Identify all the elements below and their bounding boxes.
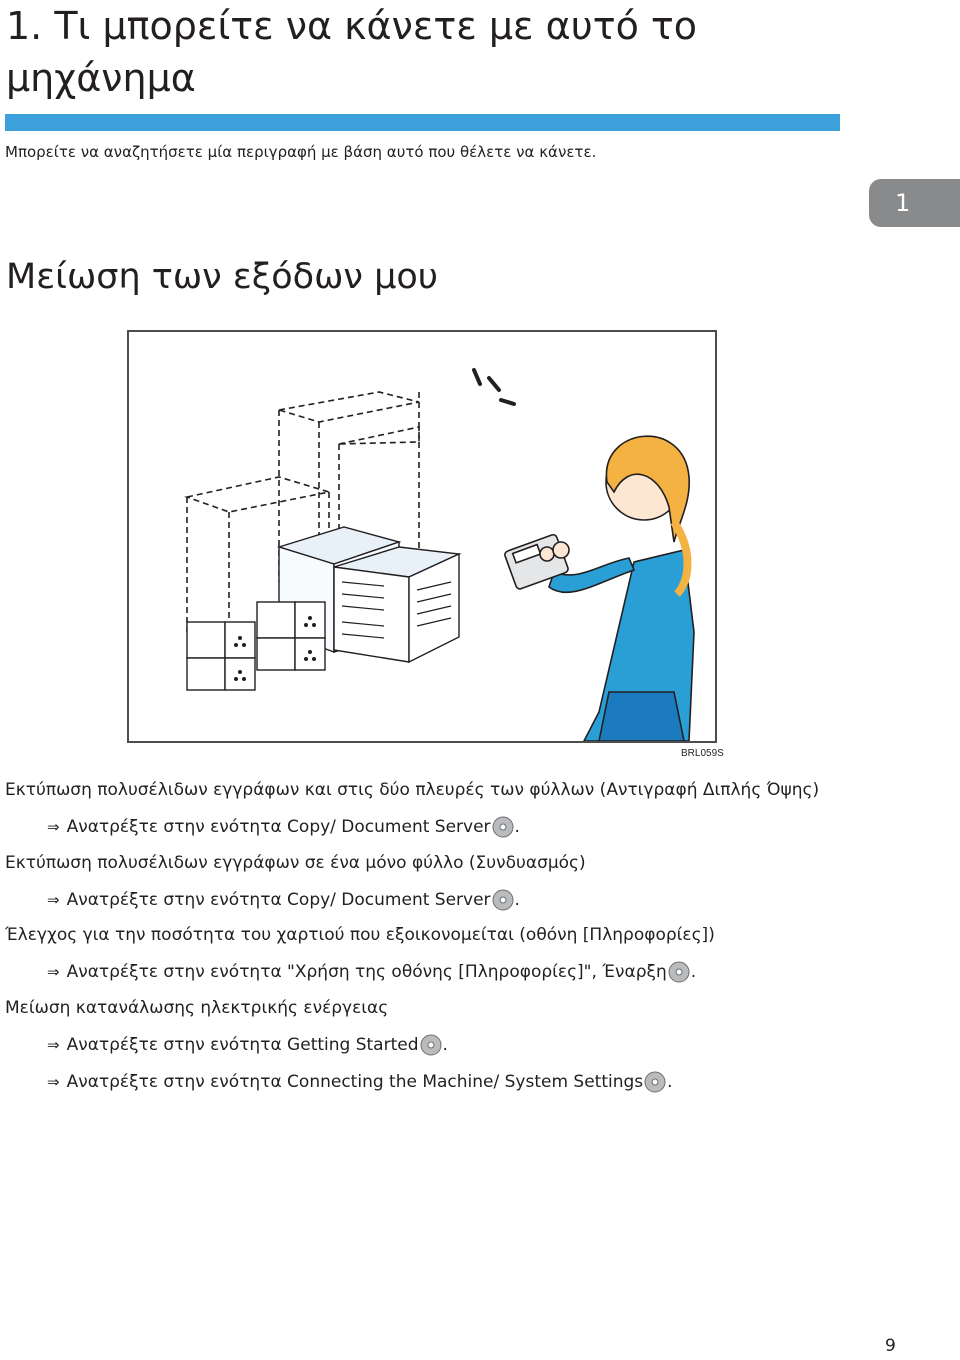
reference-link-copy-document-server[interactable] (47, 816, 520, 838)
page-title: 1. Τι μπορείτε να κάνετε με αυτό το μηχάνημα (6, 4, 698, 100)
page-number: 9 (885, 1336, 896, 1356)
chapter-tab: 1 (869, 179, 960, 227)
reference-link-copy-document-server-2[interactable] (47, 889, 520, 911)
title-accent-bar (5, 114, 840, 131)
section-heading: Μείωση των εξόδων μου (6, 257, 438, 297)
reference-suffix: . (514, 817, 520, 837)
intro-text: Μπορείτε να αναζητήσετε μία περιγραφή με βάση αυτό που θέλετε να κάνετε. (5, 143, 597, 161)
cd-disc-icon (668, 961, 690, 983)
reference-text: Ανατρέξτε στην ενότητα Copy/ Document Server (66, 890, 491, 910)
arrow-icon: ⇒ (47, 963, 60, 981)
reference-suffix: . (667, 1072, 673, 1092)
reference-suffix: . (514, 890, 520, 910)
reference-link-system-settings[interactable] (47, 1071, 673, 1093)
cd-disc-icon (644, 1071, 666, 1093)
reference-text: Ανατρέξτε στην ενότητα Connecting the Machine/ System Settings (66, 1072, 644, 1092)
list-item-power-saving: Μείωση κατανάλωσης ηλεκτρικής ενέργειας (5, 998, 389, 1018)
illustration-cost-saving (127, 330, 717, 743)
cd-disc-icon (492, 889, 514, 911)
cd-disc-icon (492, 816, 514, 838)
cost-saving-illustration (129, 332, 715, 741)
arrow-icon: ⇒ (47, 891, 60, 909)
reference-text: Ανατρέξτε στην ενότητα "Χρήση της οθόνης [Πληροφορίες]", Έναρξη (66, 962, 667, 982)
illustration-code: BRL059S (681, 748, 724, 759)
reference-link-getting-started-info[interactable] (47, 961, 696, 983)
arrow-icon: ⇒ (47, 818, 60, 836)
reference-suffix: . (442, 1035, 448, 1055)
reference-link-getting-started[interactable] (47, 1034, 448, 1056)
cd-disc-icon (420, 1034, 442, 1056)
reference-suffix: . (690, 962, 697, 982)
list-item-combine: Εκτύπωση πολυσέλιδων εγγράφων σε ένα μόνο φύλλο (Συνδυασμός) (5, 853, 586, 873)
reference-text: Ανατρέξτε στην ενότητα Getting Started (66, 1035, 419, 1055)
arrow-icon: ⇒ (47, 1036, 60, 1054)
arrow-icon: ⇒ (47, 1073, 60, 1091)
list-item-paper-saved: Έλεγχος για την ποσότητα του χαρτιού που εξοικονομείται (οθόνη [Πληροφορίες]) (5, 925, 715, 945)
reference-text: Ανατρέξτε στην ενότητα Copy/ Document Server (66, 817, 491, 837)
list-item-duplex: Εκτύπωση πολυσέλιδων εγγράφων και στις δύο πλευρές των φύλλων (Αντιγραφή Διπλής Όψης) (5, 780, 820, 800)
